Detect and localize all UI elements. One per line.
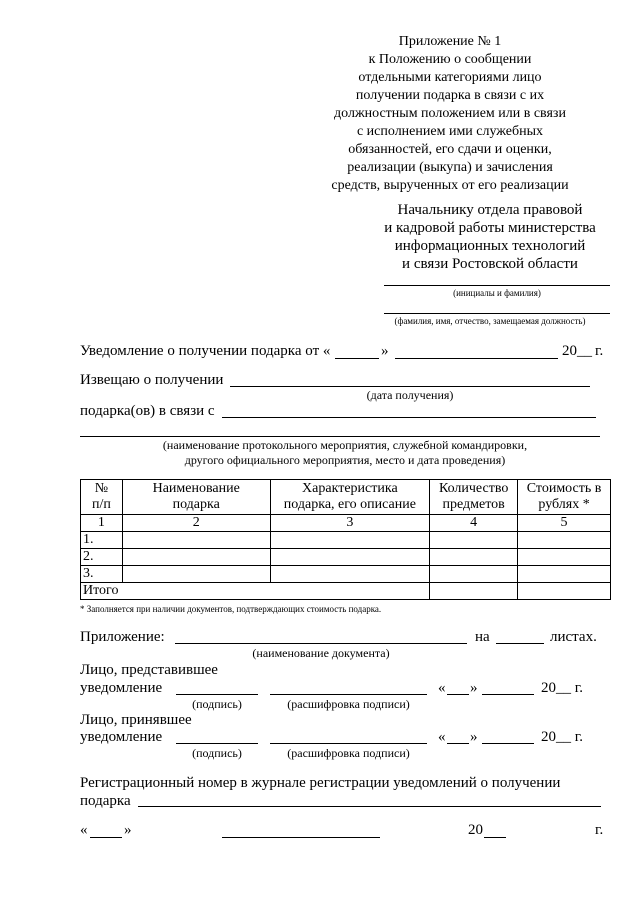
- row-number: 2.: [81, 549, 123, 566]
- total-label: Итого: [81, 583, 430, 600]
- table-row: [81, 566, 611, 583]
- reg-month-line[interactable]: [222, 837, 380, 838]
- attachment-sheets: листах.: [550, 629, 597, 645]
- attachment-on: на: [475, 629, 490, 645]
- event-caption-1: (наименование протокольного мероприятия, служебной командировки,: [162, 438, 528, 452]
- notice-year: 20__: [562, 343, 592, 359]
- reg-year-20: 20: [468, 822, 483, 838]
- addressee-line: и связи Ростовской области: [402, 256, 578, 272]
- header-cost: Стоимость в рублях *: [518, 480, 611, 515]
- header-name: Наименование подарка: [122, 480, 270, 515]
- submitter-quote-open: «: [438, 680, 446, 696]
- initials-line[interactable]: [384, 285, 610, 286]
- column-number: 2: [122, 515, 270, 532]
- gifts-table: [80, 479, 611, 600]
- addressee-line: Начальнику отдела правовой: [397, 202, 583, 218]
- date-caption: (дата получения): [366, 388, 454, 402]
- header-line: средств, вырученных от его реализации: [331, 178, 569, 193]
- receipt-date-line[interactable]: [230, 386, 590, 387]
- notice-day-line[interactable]: [335, 358, 379, 359]
- column-number: 3: [270, 515, 430, 532]
- receiver-line-1: Лицо, принявшее: [80, 712, 192, 728]
- fullname-line[interactable]: [384, 313, 610, 314]
- table-cell[interactable]: [122, 566, 270, 583]
- reg-year-line[interactable]: [484, 837, 506, 838]
- notice-title-start: Уведомление о получении подарка от «: [80, 343, 331, 359]
- registration-line-1: Регистрационный номер в журнале регистрации уведомлений о получении: [80, 775, 561, 791]
- header-line: получении подарка в связи с их: [355, 88, 545, 103]
- registration-line-2: подарка: [80, 793, 131, 809]
- table-cell[interactable]: [430, 583, 518, 600]
- table-cell[interactable]: [270, 532, 430, 549]
- table-row: [81, 549, 611, 566]
- header-line: реализации (выкупа) и зачисления: [347, 160, 553, 175]
- table-header-row: [81, 480, 611, 515]
- gifts-label: подарка(ов) в связи с: [80, 403, 215, 419]
- submitter-year: 20__ г.: [541, 680, 583, 696]
- submitter-day-line[interactable]: [447, 694, 469, 695]
- row-number: 1.: [81, 532, 123, 549]
- header-line: с исполнением ими служебных: [356, 124, 544, 139]
- submitter-month-line[interactable]: [482, 694, 534, 695]
- addressee-line: информационных технологий: [394, 238, 586, 254]
- inform-label: Извещаю о получении: [80, 372, 224, 388]
- receiver-line-2: уведомление: [80, 729, 163, 745]
- table-number-row: [81, 515, 611, 532]
- receiver-quote-open: «: [438, 729, 446, 745]
- submitter-sign-caption: (подпись): [192, 697, 242, 711]
- initials-caption: (инициалы и фамилия): [453, 288, 541, 298]
- table-row: [81, 532, 611, 549]
- notice-month-line[interactable]: [395, 358, 558, 359]
- attachment-document-line[interactable]: [175, 643, 467, 644]
- header-line: Приложение № 1: [398, 34, 502, 49]
- table-cell[interactable]: [430, 549, 518, 566]
- header-line: должностным положением или в связи: [334, 106, 566, 121]
- row-number: 3.: [81, 566, 123, 583]
- table-cell[interactable]: [122, 532, 270, 549]
- receiver-month-line[interactable]: [482, 743, 534, 744]
- submitter-decode-line[interactable]: [270, 694, 427, 695]
- table-cell[interactable]: [122, 549, 270, 566]
- header-quantity: Количество предметов: [430, 480, 518, 515]
- receiver-year: 20__ г.: [541, 729, 583, 745]
- registration-number-line[interactable]: [138, 806, 601, 807]
- table-cell[interactable]: [270, 566, 430, 583]
- addressee-line: и кадровой работы министерства: [384, 220, 596, 236]
- receiver-decode-caption: (расшифровка подписи): [287, 746, 410, 760]
- column-number: 4: [430, 515, 518, 532]
- table-cell[interactable]: [518, 549, 611, 566]
- column-number: 5: [518, 515, 611, 532]
- table-cell[interactable]: [518, 583, 611, 600]
- table-cell[interactable]: [430, 566, 518, 583]
- fullname-caption: (фамилия, имя, отчество, замещаемая должность): [394, 316, 586, 326]
- reg-day-line[interactable]: [90, 837, 122, 838]
- table-cell[interactable]: [430, 532, 518, 549]
- attachment-label: Приложение:: [80, 629, 165, 645]
- column-number: 1: [81, 515, 123, 532]
- header-line: обязанностей, его сдачи и оценки,: [348, 142, 552, 157]
- attachment-sheets-line[interactable]: [496, 643, 544, 644]
- receiver-signature-line[interactable]: [176, 743, 258, 744]
- header-description: Характеристика подарка, его описание: [270, 480, 430, 515]
- submitter-decode-caption: (расшифровка подписи): [287, 697, 410, 711]
- table-total-row: [81, 583, 611, 600]
- notice-title-close-quote: »: [381, 343, 389, 359]
- reg-quote-open: «: [80, 822, 88, 838]
- receiver-quote-close: »: [470, 729, 478, 745]
- attachment-caption: (наименование документа): [252, 646, 390, 660]
- table-cell[interactable]: [518, 532, 611, 549]
- submitter-quote-close: »: [470, 680, 478, 696]
- submitter-signature-line[interactable]: [176, 694, 258, 695]
- header-line: к Положению о сообщении: [368, 52, 532, 67]
- table-footnote: * Заполняется при наличии документов, подтверждающих стоимость подарка.: [80, 604, 382, 614]
- header-line: отдельными категориями лицо: [358, 70, 542, 85]
- event-caption-2: другого официального мероприятия, место и дата проведения): [184, 453, 506, 467]
- table-cell[interactable]: [518, 566, 611, 583]
- table-cell[interactable]: [270, 549, 430, 566]
- receiver-sign-caption: (подпись): [192, 746, 242, 760]
- notice-year-g: г.: [595, 343, 604, 359]
- receiver-decode-line[interactable]: [270, 743, 427, 744]
- event-line-2[interactable]: [80, 436, 600, 437]
- event-line-1[interactable]: [222, 417, 596, 418]
- header-number: № п/п: [81, 480, 123, 515]
- reg-year-g: г.: [595, 822, 604, 838]
- submitter-line-2: уведомление: [80, 680, 163, 696]
- receiver-day-line[interactable]: [447, 743, 469, 744]
- reg-quote-close: »: [124, 822, 132, 838]
- submitter-line-1: Лицо, представившее: [80, 662, 218, 678]
